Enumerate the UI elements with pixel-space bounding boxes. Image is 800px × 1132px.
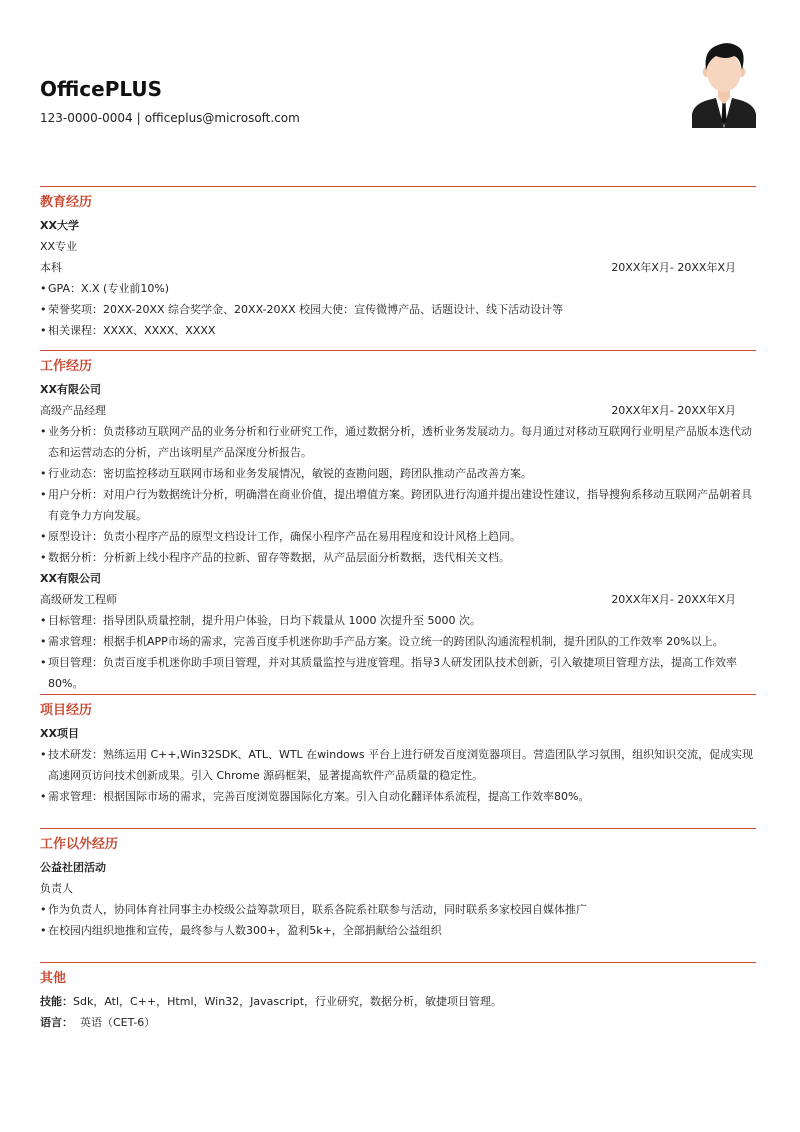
language-row: [40, 1012, 756, 1033]
resume-header: [40, 76, 680, 126]
section-title-education: 教育经历: [40, 195, 93, 210]
list-item: • 需求管理：根据手机APP市场的需求，完善百度手机迷你助手产品方案。设立统一的跨团队沟通流程机制，提升团队的工作效率 20%以上。: [40, 631, 756, 652]
job-dates: 20XX年X月- 20XX年X月: [611, 404, 736, 417]
work-section: [40, 350, 756, 694]
job-dates: 20XX年X月- 20XX年X月: [611, 593, 736, 606]
list-item: • 行业动态：密切监控移动互联网市场和业务发展情况，敏锐的查勘问题，跨团队推动产品改善方案。: [40, 463, 756, 484]
organization-role: 负责人: [40, 882, 73, 895]
list-item: • 数据分析：分析新上线小程序产品的拉新、留存等数据，从产品层面分析数据，迭代相关文档。: [40, 547, 756, 568]
section-divider: [40, 186, 756, 187]
school-name: XX大学: [40, 219, 79, 232]
list-item: • 在校园内组织地推和宣传，最终参与人数300+，盈利5k+，全部捐献给公益组织: [40, 920, 756, 941]
project-name: XX项目: [40, 727, 79, 740]
list-item: • 相关课程：XXXX、XXXX、XXXX: [40, 320, 756, 341]
section-title-work: 工作经历: [40, 359, 93, 374]
skills-row: [40, 991, 756, 1012]
contact-line: [40, 110, 680, 126]
other-section: [40, 962, 756, 1033]
list-item: • 业务分析：负责移动互联网产品的业务分析和行业研究工作，通过数据分析，透析业务发展动力。每月通过对移动互联网行业明星产品版本迭代动态和运营动态的分析，产出该明星产品深度分析报告。: [40, 421, 756, 463]
job-role: 高级研发工程师: [40, 593, 117, 606]
list-item: • 项目管理：负责百度手机迷你助手项目管理，并对其质量监控与进度管理。指导3人研发团队技术创新，引入敏捷项目管理方法，提高工作效率 80%。: [40, 652, 756, 694]
language-label: 语言：: [40, 1016, 73, 1029]
skills-value: Sdk，Atl，C++，Html，Win32，Javascript，行业研究，数据分析，敏捷项目管理。: [73, 995, 503, 1008]
organization-name: 公益社团活动: [40, 861, 106, 874]
projects-section: [40, 694, 756, 807]
section-divider: [40, 962, 756, 963]
company-name: XX有限公司: [40, 572, 101, 585]
section-divider: [40, 694, 756, 695]
language-value: 英语（CET-6）: [80, 1016, 156, 1029]
degree-row: [40, 257, 756, 278]
contact-separator: |: [136, 111, 141, 125]
degree: 本科: [40, 261, 62, 274]
skills-label: 技能：: [40, 995, 73, 1008]
list-item: • 用户分析：对用户行为数据统计分析，明确潜在商业价值，提出增值方案。跨团队进行沟通并提出建设性建议，指导搜狗系移动互联网产品朝着具有竞争力方向发展。: [40, 484, 756, 526]
list-item: • 技术研发：熟练运用 C++,Win32SDK、ATL、WTL 在windows 平台上进行研发百度浏览器项目。营造团队学习氛围，组织知识交流，促成实现高速网页访问技术创新成果。引入 Chrome 源码框架，显著提高软件产品质量的稳定性。: [40, 744, 756, 786]
list-item: • 需求管理：根据国际市场的需求，完善百度浏览器国际化方案。引入自动化翻译体系流程，提高工作效率80%。: [40, 786, 756, 807]
section-title-other: 其他: [40, 971, 67, 986]
major-name: XX专业: [40, 240, 78, 253]
role-row: [40, 400, 756, 421]
job-role: 高级产品经理: [40, 404, 106, 417]
list-item: • 作为负责人，协同体育社同事主办校级公益筹款项目，联系各院系社联参与活动，同时联系多家校园自媒体推广: [40, 899, 756, 920]
section-divider: [40, 350, 756, 351]
list-item: • 荣誉奖项：20XX-20XX 综合奖学金、20XX-20XX 校园大使：宣传微博产品、话题设计、线下活动设计等: [40, 299, 756, 320]
phone-number: 123-0000-0004: [40, 111, 133, 125]
list-item: • GPA：X.X (专业前10%): [40, 278, 756, 299]
list-item: • 目标管理：指导团队质量控制，提升用户体验，日均下载量从 1000 次提升至 5000 次。: [40, 610, 756, 631]
section-title-projects: 项目经历: [40, 703, 93, 718]
education-section: [40, 186, 756, 341]
section-divider: [40, 828, 756, 829]
education-dates: 20XX年X月- 20XX年X月: [611, 261, 736, 274]
candidate-name: OfficePLUS: [40, 77, 163, 101]
section-title-extra: 工作以外经历: [40, 837, 119, 852]
company-name: XX有限公司: [40, 383, 101, 396]
list-item: • 原型设计：负责小程序产品的原型文档设计工作，确保小程序产品在易用程度和设计风格上趋同。: [40, 526, 756, 547]
role-row: [40, 589, 756, 610]
extra-section: [40, 828, 756, 941]
email-address: officeplus@microsoft.com: [144, 111, 300, 125]
person-avatar-icon: [690, 40, 758, 128]
